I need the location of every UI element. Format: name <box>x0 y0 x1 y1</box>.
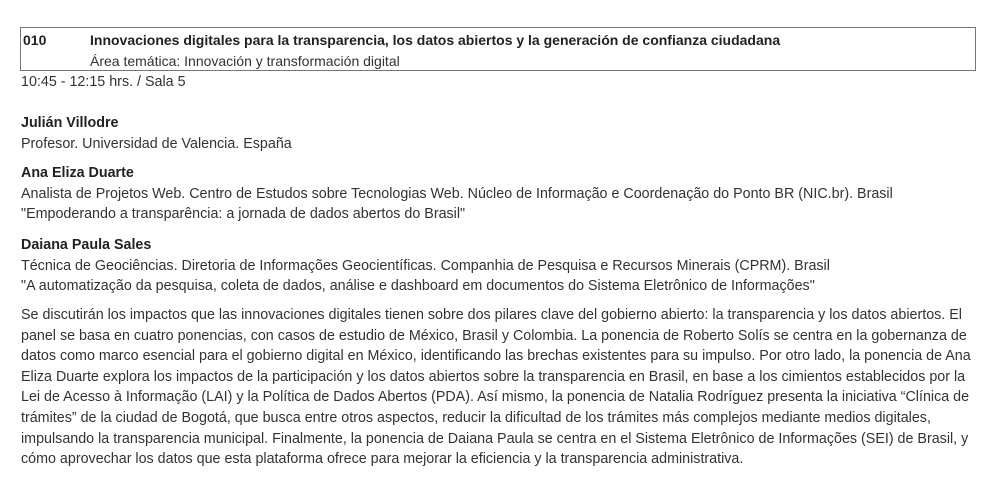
speaker-talk-title: "Empoderando a transparência: a jornada de dados abertos do Brasil" <box>21 206 466 222</box>
session-thematic-area: Área temática: Innovación y transformación digital <box>90 53 400 69</box>
session-schedule: 10:45 - 12:15 hrs. / Sala 5 <box>21 74 186 90</box>
speaker-name: Ana Eliza Duarte <box>21 165 134 181</box>
session-code: 010 <box>23 32 47 48</box>
speaker-name: Daiana Paula Sales <box>21 237 152 253</box>
speaker-affiliation: Técnica de Geociências. Diretoria de Informações Geocientíficas. Companhia de Pesquisa e Recursos Minerais (CPRM). Brasil <box>21 258 830 274</box>
session-description: Se discutirán los impactos que las innovaciones digitales tienen sobre dos pilares clave del gobierno abierto: la transparencia y los datos abiertos. El panel se basa en cuatro ponencias, con casos de estudio de México, Brasil y Colombia. La ponencia de Roberto Solís se centra en la gobernanza de datos como marco esencial para el gobierno digital en México, identificando las brechas existentes para su impulso. Por otro lado, la ponencia de Ana Eliza Duarte explora los impactos de la participación y los datos abiertos sobre la transparencia en Brasil, en base a los cimientos establecidos por la Lei de Acesso à Informação (LAI) y la Política de Dados Abertos (PDA). Así mismo, la ponencia de Natalia Rodríguez presenta la iniciativa “Clínica de trámites” de la ciudad de Bogotá, que busca entre otros aspectos, reducir la dificultad de los trámites más complejos mediante medios digitales, impulsando la transparencia municipal. Finalmente, la ponencia de Daiana Paula se centra en el Sistema Eletrônico de Informações (SEI) de Brasil, y cómo aprovechar los datos que esta plataforma ofrece para mejorar la eficiencia y la transparencia administrativa. <box>21 307 971 468</box>
speaker-block <box>21 163 893 224</box>
session-title: Innovaciones digitales para la transparencia, los datos abiertos y la generación de confianza ciudadana <box>90 32 781 48</box>
speaker-name: Julián Villodre <box>21 115 119 131</box>
speaker-affiliation: Profesor. Universidad de Valencia. España <box>21 136 292 152</box>
session-header-box <box>20 27 976 71</box>
speaker-block <box>21 113 292 154</box>
speaker-block <box>21 235 830 296</box>
speaker-talk-title: "A automatização da pesquisa, coleta de dados, análise e dashboard em documentos do Sistema Eletrônico de Informações" <box>21 278 815 294</box>
speaker-affiliation: Analista de Projetos Web. Centro de Estudos sobre Tecnologias Web. Núcleo de Informação e Coordenação do Ponto BR (NIC.br). Brasil <box>21 186 893 202</box>
